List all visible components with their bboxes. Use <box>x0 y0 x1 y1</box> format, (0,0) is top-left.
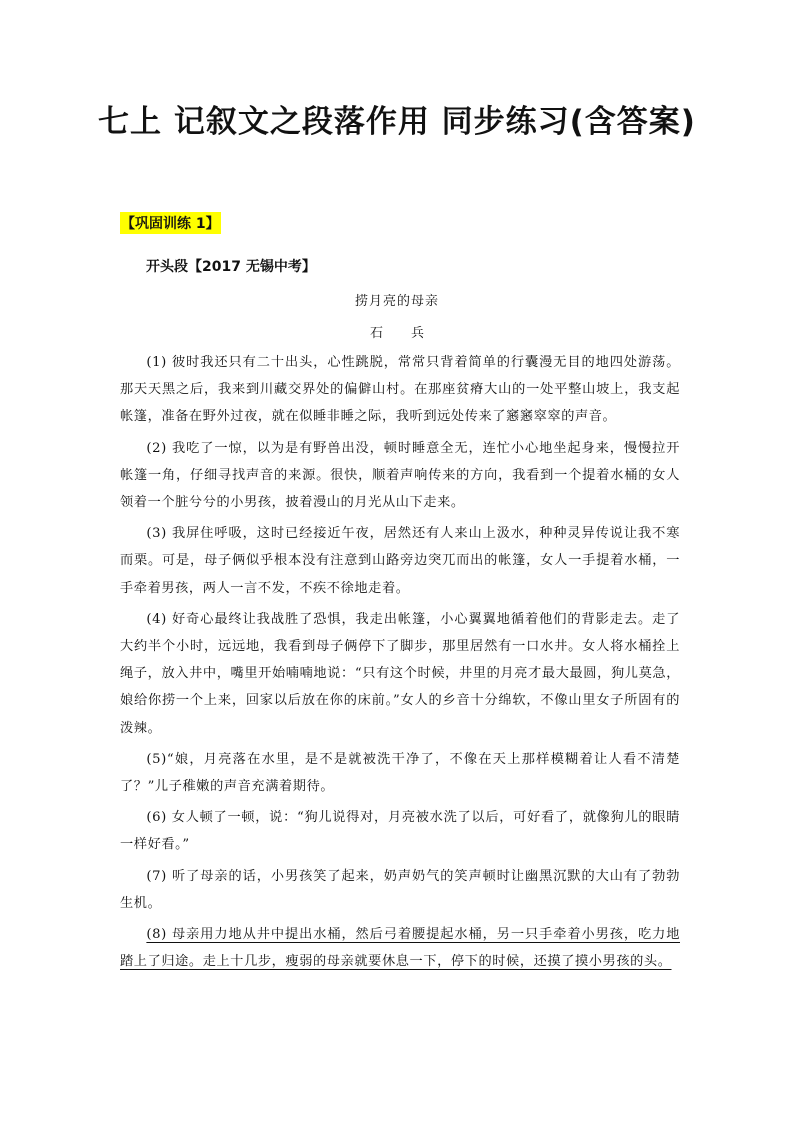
story-body <box>120 349 680 979</box>
paragraph-4: (4) 好奇心最终让我战胜了恐惧，我走出帐篷，小心翼翼地循着他们的背影走去。走了大约半个小时，远远地，我看到母子俩停下了脚步，那里居然有一口水井。女人将水桶拴上绳子，放入井中，嘴里开始喃喃地说：“只有这个时候，井里的月亮才最大最圆，狗儿莫急，娘给你捞一个上来，回家以后放在你的床前。”女人的乡音十分绵软，不像山里女子所固有的泼辣。 <box>120 611 680 736</box>
story-title: 捞月亮的母亲 <box>354 294 439 309</box>
page-title: 七上 记叙文之段落作用 同步练习(含答案) <box>98 104 696 140</box>
section-label: 开头段【2017 无锡中考】 <box>146 259 316 275</box>
paragraph-7: (7) 听了母亲的话，小男孩笑了起来，奶声奶气的笑声顿时让幽黑沉默的大山有了勃勃生机。 <box>120 868 680 911</box>
paragraph-8-underlined: (8) 母亲用力地从井中提出水桶，然后弓着腰提起水桶，另一只手牵着小男孩，吃力地踏上了归途。走上十几步，瘦弱的母亲就要休息一下，停下的时候，还摸了摸小男孩的头。 <box>120 927 680 970</box>
paragraph-1: (1) 彼时我还只有二十出头，心性跳脱，常常只背着简单的行囊漫无目的地四处游荡。那天天黑之后，我来到川藏交界处的偏僻山村。在那座贫瘠大山的一处平整山坡上，我支起帐篷，准备在野外过夜，就在似睡非睡之际，我听到远处传来了窸窸窣窣的声音。 <box>120 355 680 425</box>
paragraph-3: (3) 我屏住呼吸，这时已经接近午夜，居然还有人来山上汲水，种种灵异传说让我不寒而栗。可是，母子俩似乎根本没有注意到山路旁边突兀而出的帐篷，女人一手提着水桶，一手牵着男孩，两人一言不发，不疾不徐地走着。 <box>120 526 680 596</box>
paragraph-2: (2) 我吃了一惊，以为是有野兽出没，顿时睡意全无，连忙小心地坐起身来，慢慢拉开帐篷一角，仔细寻找声音的来源。很快，顺着声响传来的方向，我看到一个提着水桶的女人领着一个脏兮兮的小男孩，披着漫山的月光从山下走来。 <box>120 440 680 511</box>
paragraph-5: (5)“娘，月亮落在水里，是不是就被洗干净了，不像在天上那样模糊着让人看不清楚了？”儿子稚嫩的声音充满着期待。 <box>120 751 680 795</box>
story-author: 石兵 <box>369 326 452 341</box>
exercise-tag: 【巩固训练 1】 <box>120 212 221 234</box>
paragraph-6: (6) 女人顿了一顿，说：“狗儿说得对，月亮被水洗了以后，可好看了，就像狗儿的眼睛一样好看。” <box>120 810 680 853</box>
